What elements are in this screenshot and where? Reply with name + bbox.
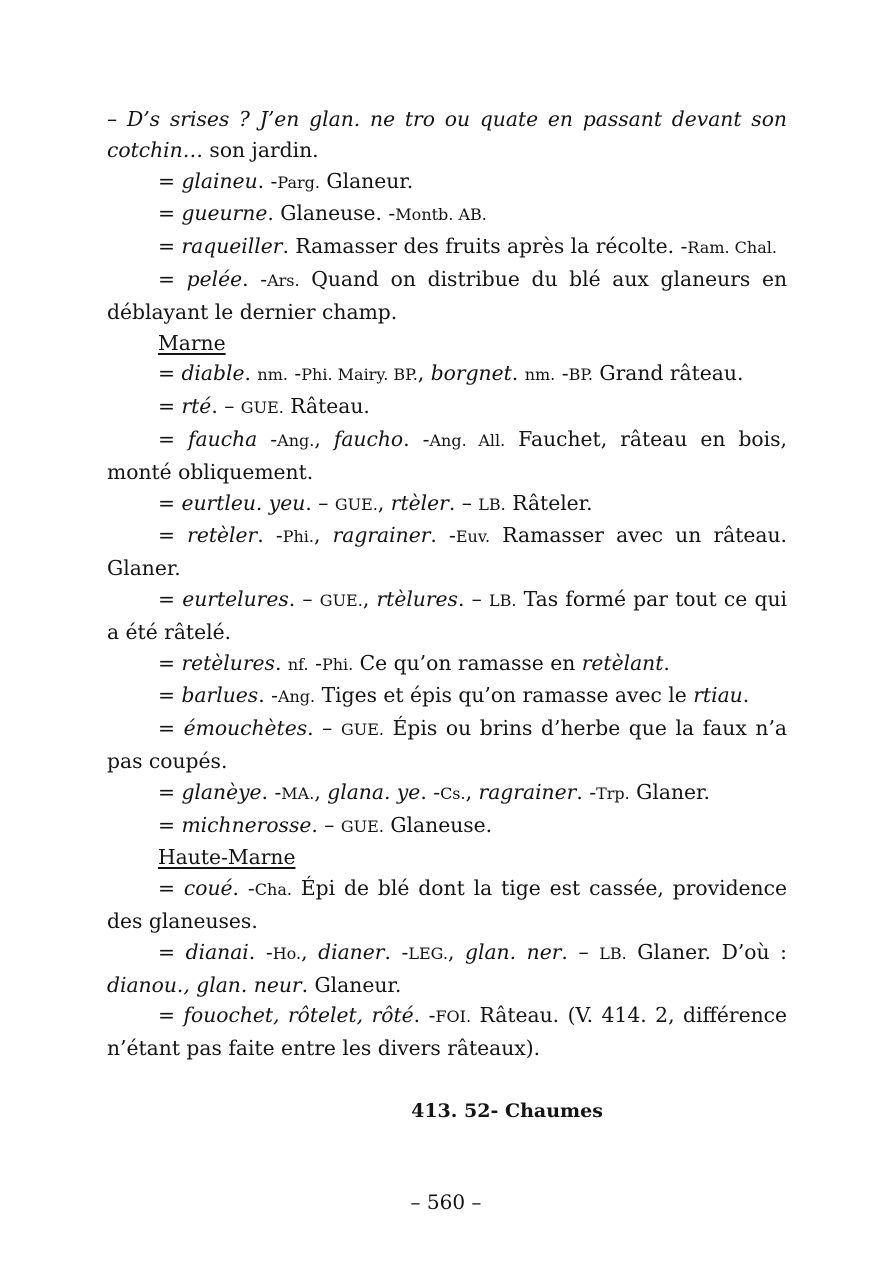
text-run: - <box>308 650 322 675</box>
text-run: . - <box>258 683 278 708</box>
text-run: . - <box>248 939 273 964</box>
source-abbrev: Phi. <box>321 654 354 674</box>
source-abbrev: Cs. <box>440 783 466 803</box>
text-run: . - <box>257 523 283 548</box>
italic-term: gueurne <box>181 201 268 226</box>
italic-term: rtèler <box>390 490 449 515</box>
italic-term: faucho <box>333 426 404 451</box>
entry-paragraph <box>107 166 787 199</box>
text-run: = <box>158 168 182 193</box>
region-heading: Marne <box>158 330 226 355</box>
source-abbrev: FOI. <box>435 1007 472 1027</box>
entry-paragraph <box>107 713 787 777</box>
text-run: = <box>158 426 189 451</box>
text-run: . - <box>430 523 456 548</box>
entry-paragraph <box>107 777 787 810</box>
source-abbrev: Montb. AB. <box>395 205 487 225</box>
italic-term: dianai <box>185 939 249 964</box>
text-run: = <box>158 1003 184 1028</box>
text-run: Épi de blé dont la tige est cassée, providence des glaneuses. <box>107 876 787 933</box>
text-run: . Glaneur. <box>301 972 402 997</box>
text-run: Quand on distribue du blé aux glaneurs en déblayant le dernier champ. <box>107 266 788 324</box>
italic-term: glan. ner <box>465 939 562 964</box>
text-run: . - <box>413 1003 436 1028</box>
text-run: = <box>158 266 187 291</box>
italic-term: retèlant <box>581 650 664 675</box>
source-abbrev: Ang. <box>277 430 315 450</box>
italic-term: retèler <box>187 523 258 548</box>
text-run: , <box>417 361 431 386</box>
italic-term: eurtelures <box>182 586 289 611</box>
source-abbrev: LEG. <box>408 943 448 963</box>
text-run: - <box>287 361 302 386</box>
italic-term: rtiau <box>693 683 743 708</box>
text-run: . <box>511 361 525 386</box>
text-run: = <box>158 490 182 515</box>
text-run: . - <box>242 266 268 291</box>
text-run: . <box>244 361 258 386</box>
source-abbrev: BP. <box>568 365 593 385</box>
text-run: . - <box>576 779 597 804</box>
entry-paragraph <box>107 231 787 264</box>
entry-paragraph <box>107 198 787 231</box>
entry-paragraph <box>107 680 787 713</box>
source-abbrev: nm. <box>257 365 288 385</box>
italic-term: ragrainer <box>478 779 577 804</box>
text-run: = <box>158 650 182 675</box>
source-abbrev: LB. <box>488 590 517 610</box>
text-run: = <box>158 361 182 386</box>
text-run: Tas formé par tout ce qui a été râtelé. <box>107 586 787 644</box>
italic-term: pelée <box>186 266 243 291</box>
source-abbrev: Trp. <box>596 783 630 803</box>
italic-term: dianou., glan. neur <box>107 972 302 997</box>
text-run: . – <box>561 939 600 964</box>
text-run: Glaner. D’où : <box>626 939 787 964</box>
page-number: – 560 – <box>410 1190 482 1214</box>
source-abbrev: GUE. <box>340 720 384 740</box>
text-run: . - <box>384 939 409 964</box>
text-run: = <box>158 523 188 548</box>
text-run: . – <box>211 394 241 419</box>
text-run: = <box>158 394 182 419</box>
text-run: = <box>158 876 184 901</box>
source-abbrev: Phi. <box>282 527 314 547</box>
entry-paragraph <box>107 264 787 328</box>
text-run: = <box>158 716 184 741</box>
source-abbrev: GUE. <box>240 398 284 418</box>
text-run: Râteler. <box>505 490 593 515</box>
entry-paragraph <box>107 873 787 937</box>
source-abbrev: Ram. Chal. <box>687 238 777 258</box>
text-run: = <box>158 201 182 226</box>
text-run: . Glaneuse. - <box>267 201 396 226</box>
entry-paragraph <box>107 584 787 648</box>
text-run: . - <box>420 779 441 804</box>
text-run: , <box>362 586 377 611</box>
document-body <box>107 104 787 1064</box>
entry-paragraph <box>107 520 787 584</box>
text-run: . <box>274 650 288 675</box>
text-run: = <box>158 683 182 708</box>
text-run: . – <box>307 716 341 741</box>
text-run: , <box>314 426 334 451</box>
italic-term: coué <box>183 876 233 901</box>
source-abbrev: GUE. <box>319 590 363 610</box>
text-run: = <box>158 812 182 837</box>
text-run: = <box>158 234 182 259</box>
region-heading: Haute-Marne <box>158 845 296 870</box>
source-abbrev: LB. <box>599 943 627 963</box>
italic-term: fouochet, rôtelet, rôté <box>183 1003 414 1028</box>
italic-term: glaineu <box>181 168 258 193</box>
italic-term: faucha <box>188 426 258 451</box>
italic-term: borgnet <box>430 361 512 386</box>
italic-term: rtèlures <box>376 586 458 611</box>
text-run: . <box>663 650 670 675</box>
text-run: Râteau. (V. 414. 2, différence n’étant pas faite entre les divers râteaux). <box>107 1003 787 1061</box>
source-abbrev: MA. <box>281 783 315 803</box>
text-run: , <box>377 490 391 515</box>
source-abbrev: GUE. <box>340 816 384 836</box>
text-run: . - <box>403 426 430 451</box>
source-abbrev: GUE. <box>334 494 378 514</box>
italic-term: retèlures <box>181 650 275 675</box>
text-run: Ramasser avec un râteau. Glaner. <box>107 523 787 581</box>
italic-term: ragrainer <box>332 523 431 548</box>
italic-term: glana. ye <box>327 779 421 804</box>
text-run: Tiges et épis qu’on ramasse avec le <box>315 683 694 708</box>
text-run: son jardin. <box>202 137 319 162</box>
source-abbrev: Ars. <box>267 270 300 290</box>
text-run: Glaner. <box>629 779 710 804</box>
text-run: . - <box>257 168 278 193</box>
italic-term: émouchètes <box>183 716 308 741</box>
text-run: - <box>257 426 278 451</box>
source-abbrev: Ang. <box>277 687 316 707</box>
entry-paragraph <box>107 937 787 1001</box>
source-abbrev: Ho. <box>272 943 302 963</box>
italic-term: rté <box>181 394 212 419</box>
text-run: Épis ou brins d’herbe que la faux n’a pas coupés. <box>107 716 787 773</box>
text-run: Râteau. <box>283 394 370 419</box>
text-run: , <box>447 939 465 964</box>
source-abbrev: Cha. <box>254 880 292 900</box>
entry-paragraph <box>107 842 787 873</box>
italic-term: michnerosse <box>181 812 312 837</box>
text-run: , <box>301 939 319 964</box>
text-run: . - <box>261 779 282 804</box>
text-run: . Ramasser des fruits après la récolte. - <box>282 234 688 259</box>
text-run: Glaneur. <box>319 168 414 193</box>
text-run: . <box>742 683 750 708</box>
entry-paragraph <box>107 358 787 391</box>
text-run: - <box>555 361 569 386</box>
entry-paragraph <box>107 391 787 424</box>
text-run: . – <box>288 586 320 611</box>
entry-paragraph <box>107 488 787 521</box>
source-abbrev: nm. <box>524 365 556 385</box>
entry-paragraph <box>107 810 787 843</box>
text-run: , <box>313 523 333 548</box>
italic-term: eurtleu. yeu <box>181 490 306 515</box>
text-run: . – <box>311 812 341 837</box>
text-run: . – <box>448 490 479 515</box>
source-abbrev: Euv. <box>455 527 491 547</box>
source-abbrev: Phi. Mairy. BP. <box>301 365 418 385</box>
entry-paragraph <box>107 424 787 488</box>
source-abbrev: nf. <box>287 654 309 674</box>
italic-term: raqueiller <box>181 234 283 259</box>
text-run: . - <box>232 876 255 901</box>
text-run: . – <box>305 490 335 515</box>
italic-term: diable <box>181 361 245 386</box>
text-run: = <box>158 586 183 611</box>
text-run: . – <box>457 586 489 611</box>
entry-paragraph <box>107 648 787 681</box>
text-run: Ce qu’on ramasse en <box>353 650 582 675</box>
text-run: Glaneuse. <box>383 812 493 837</box>
italic-term: glanèye <box>181 779 262 804</box>
text-run: Grand râteau. <box>592 361 744 386</box>
italic-term: dianer <box>318 939 385 964</box>
text-run: = <box>158 939 186 964</box>
text-run: = <box>158 779 182 804</box>
italic-term: barlues <box>181 683 259 708</box>
entry-paragraph <box>107 328 787 359</box>
text-run: , <box>465 779 479 804</box>
entry-paragraph <box>107 1000 787 1064</box>
section-heading: 413. 52- Chaumes <box>411 1100 603 1122</box>
source-abbrev: LB. <box>478 494 506 514</box>
text-run: Fauchet, râteau en bois, monté obliquement. <box>107 426 787 484</box>
source-abbrev: Ang. All. <box>429 430 506 450</box>
source-abbrev: Parg. <box>277 172 320 192</box>
entry-paragraph <box>107 104 787 166</box>
text-run: , <box>314 779 328 804</box>
italic-term: – D’s srises ? J’en glan. ne tro ou quate en passant devant son cotchin… <box>107 107 787 162</box>
